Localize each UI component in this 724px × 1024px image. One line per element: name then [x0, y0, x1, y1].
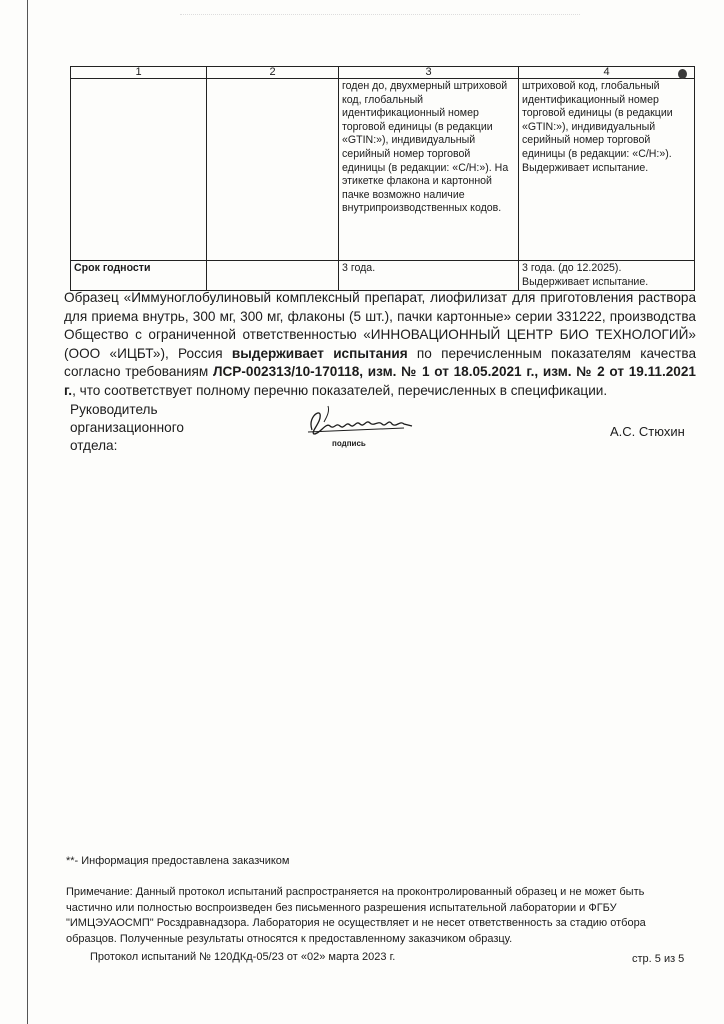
- conclusion-text-3: , что соответствует полному перечню показателей, перечисленных в спецификации.: [72, 382, 608, 398]
- scan-artifact: [180, 14, 580, 17]
- header-col-4: 4: [519, 67, 695, 79]
- ink-mark: [678, 69, 687, 79]
- row2-method-cell: [207, 261, 339, 291]
- table-header-row: [71, 67, 695, 79]
- page-number: стр. 5 из 5: [632, 953, 685, 965]
- row2-result-cell: 3 года. (до 12.2025). Выдерживает испытание.: [519, 261, 695, 291]
- header-col-1: 1: [71, 67, 207, 79]
- disclaimer-note: Примечание: Данный протокол испытаний распространяется на проконтролированный образец и не может быть частично или полностью воспроизведен без письменного разрешения испытательной лаборатории и ФГБУ "ИМЦЭУАОСМП" Росздравнадзора. Лаборатория не осуществляет и не несет ответственность за стадию отбора образцов. Полученные результаты относятся к предоставленному заказчиком образцу.: [66, 886, 646, 945]
- signatory-name: А.С. Стюхин: [610, 424, 685, 439]
- signatory-role: Руководитель организационного отдела:: [70, 402, 184, 453]
- row1-method-cell: [207, 79, 339, 261]
- conclusion-text-1: Образец «Иммуноглобулиновый комплексный препарат, лиофилизат для приготовления раствора для приема внутрь, 300 мг, 300 мг, флаконы (5 шт.), пачки картонные» серии 331222, производства Общество с ограниченной ответственностью «ИННОВАЦИОННЫЙ ЦЕНТР БИО ТЕХНОЛОГИЙ» (ООО «ИЦБТ»), Россия: [64, 290, 696, 361]
- results-table: [70, 66, 695, 291]
- conclusion-paragraph: [64, 289, 696, 400]
- scan-edge-line: [27, 0, 28, 1024]
- row1-indicator-cell: [71, 79, 207, 261]
- conclusion-text-2: по перечисленным показателям качества согласно требованиям: [64, 345, 696, 379]
- protocol-reference: Протокол испытаний № 120ДКд-05/23 от «02» марта 2023 г.: [90, 951, 396, 963]
- conclusion-requirements: ЛСР-002313/10-170118, изм. № 1 от 18.05.2021 г., изм. № 2 от 19.11.2021 г.: [64, 364, 696, 398]
- conclusion-verdict: выдерживает испытания: [231, 345, 408, 361]
- footnote: **- Информация предоставлена заказчиком: [66, 855, 290, 867]
- row1-norm-cell: годен до, двухмерный штриховой код, глобальный идентификационный номер торговой единицы (в редакции «GTIN:»), индивидуальный серийный номер торговой единицы (в редакции: «С/Н:»). На этикетке флакона и картонной пачке возможно наличие внутрипроизводственных кодов.: [339, 79, 519, 261]
- row1-result-cell: штриховой код, глобальный идентификационный номер торговой единицы (в редакции «GTIN:»), индивидуальный серийный номер торговой единицы (в редакции: «С/Н:»). Выдерживает испытание.: [519, 79, 695, 261]
- header-col-2: 2: [207, 67, 339, 79]
- signature-caption: подпись: [332, 439, 366, 448]
- table-row: [71, 261, 695, 291]
- header-col-3: 3: [339, 67, 519, 79]
- row2-norm-cell: 3 года.: [339, 261, 519, 291]
- table-row: [71, 79, 695, 261]
- handwritten-signature: [300, 404, 420, 440]
- row2-indicator-cell: Срок годности: [71, 261, 207, 291]
